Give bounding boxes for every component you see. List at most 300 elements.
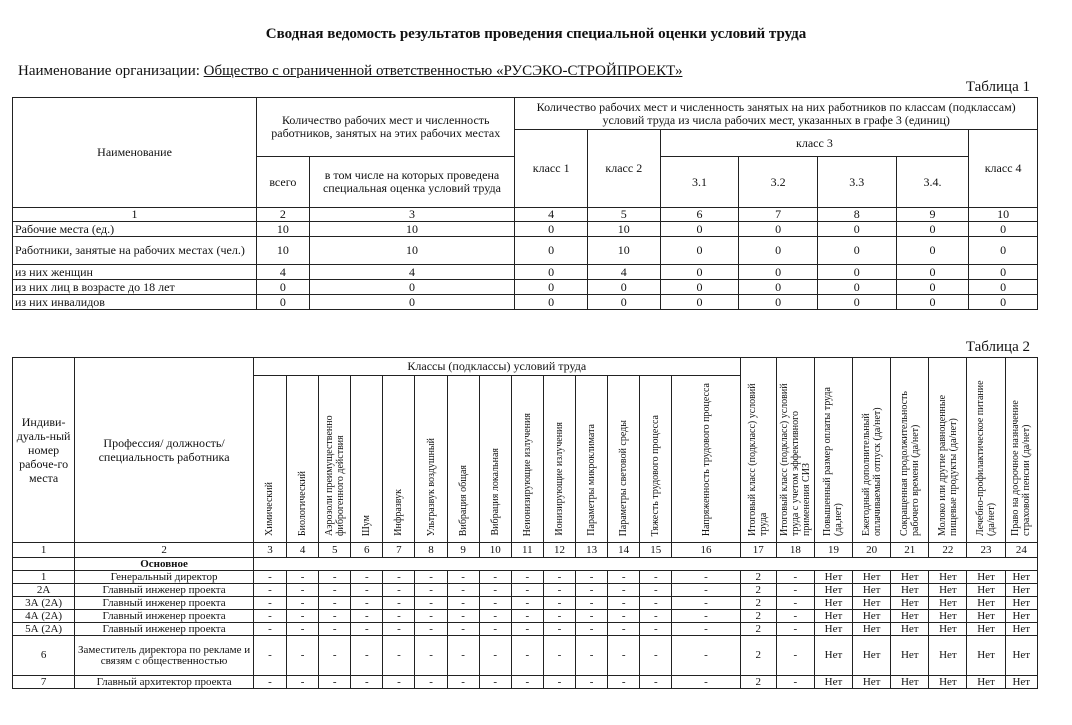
- t2-row-guarantee: Нет: [814, 636, 852, 676]
- t2-cell-dash: -: [672, 584, 740, 597]
- t1-cell: 0: [660, 237, 739, 265]
- t2-cell-dash: -: [479, 636, 511, 676]
- t2-header-factor-text: Неионизирующие излучения: [521, 412, 533, 536]
- t2-cell-dash: -: [319, 597, 351, 610]
- t2-cell-dash: -: [608, 610, 640, 623]
- t1-cell: 0: [660, 265, 739, 280]
- t2-header-extra: [814, 358, 852, 543]
- t1-row: [13, 237, 1038, 265]
- t1-column-number: 3: [309, 208, 515, 222]
- t2-cell-dash: -: [287, 571, 319, 584]
- t2-row-id: 7: [13, 676, 75, 689]
- t2-row-profession: Главный инженер проекта: [75, 623, 254, 636]
- t2-row-profession: Главный архитектор проекта: [75, 676, 254, 689]
- t2-header-factor: [287, 376, 319, 543]
- t2-header-extra: [776, 358, 814, 543]
- t2-column-number: 21: [891, 543, 929, 558]
- t2-cell-dash: -: [608, 571, 640, 584]
- t1-header-class3: класс 3: [660, 130, 969, 157]
- t2-header-factor: [479, 376, 511, 543]
- t2-column-numbers: [13, 543, 1038, 558]
- t2-cell-dash: -: [479, 571, 511, 584]
- t2-row-final: 2: [740, 597, 776, 610]
- t2-header-factor-text: Вибрация общая: [457, 464, 469, 536]
- t1-cell: 0: [739, 237, 818, 265]
- t2-cell-dash: -: [253, 571, 286, 584]
- t2-cell-dash: -: [253, 610, 286, 623]
- t2-cell-dash: -: [543, 636, 575, 676]
- t2-column-number: 5: [319, 543, 351, 558]
- t2-cell-dash: -: [415, 597, 447, 610]
- t1-column-numbers: [13, 208, 1038, 222]
- t2-column-number: 8: [415, 543, 447, 558]
- t2-row-guarantee: Нет: [1005, 610, 1037, 623]
- workplaces-table: [12, 357, 1038, 689]
- t2-cell-dash: -: [351, 623, 383, 636]
- t2-row-id: 1: [13, 571, 75, 584]
- t2-header-extra-text: Итоговый класс (подкласс) условий труда: [747, 383, 770, 536]
- t2-row-guarantee: Нет: [853, 623, 891, 636]
- t2-cell-dash: -: [672, 623, 740, 636]
- t1-cell: 0: [587, 295, 660, 310]
- t2-cell-dash: -: [415, 610, 447, 623]
- t2-column-number: 2: [75, 543, 254, 558]
- t2-row-final: 2: [740, 676, 776, 689]
- t2-header-classes: Классы (подклассы) условий труда: [253, 358, 740, 376]
- t1-cell: 4: [587, 265, 660, 280]
- t2-row-guarantee: Нет: [1005, 676, 1037, 689]
- t2-header-factor: [415, 376, 447, 543]
- t1-cell: 0: [817, 280, 896, 295]
- t2-header-factor: [608, 376, 640, 543]
- t2-cell-dash: -: [383, 584, 415, 597]
- t2-cell-dash: -: [640, 597, 672, 610]
- t2-cell-dash: -: [415, 584, 447, 597]
- t2-cell-dash: -: [511, 636, 543, 676]
- t2-cell-dash: -: [640, 676, 672, 689]
- t2-row-guarantee: Нет: [814, 584, 852, 597]
- t2-header-extra: [891, 358, 929, 543]
- t2-row-guarantee: Нет: [891, 623, 929, 636]
- t1-cell: 0: [309, 280, 515, 295]
- t2-row-final: 2: [740, 571, 776, 584]
- t2-column-number: 13: [576, 543, 608, 558]
- t2-header-extra-text: Повышенный размер оплаты труда (да,нет): [822, 387, 845, 536]
- t2-header-extra-text: Молоко или другие равноценные пищевые продукты (да/нет): [936, 394, 959, 536]
- t2-cell-dash: -: [351, 636, 383, 676]
- t1-cell: 10: [257, 237, 309, 265]
- t2-header-factor-text: Тяжесть трудового процесса: [650, 414, 662, 536]
- t2-header-factor: [576, 376, 608, 543]
- t2-row: [13, 597, 1038, 610]
- t2-row-id: 6: [13, 636, 75, 676]
- t2-cell-dash: -: [447, 676, 479, 689]
- t2-header-factor-text: Ионизирующие излучения: [553, 422, 565, 536]
- t2-cell-dash: -: [576, 571, 608, 584]
- t2-row-profession: Заместитель директора по рекламе и связям с общественностью: [75, 636, 254, 676]
- t1-cell: 0: [896, 237, 969, 265]
- t1-column-number: 8: [817, 208, 896, 222]
- t2-cell-dash: -: [479, 597, 511, 610]
- t1-header-classes: Количество рабочих мест и численность занятых на них работников по классам (подклассам) условий труда из числа рабочих мест, указанных в графе 3 (единиц): [515, 98, 1038, 130]
- t2-cell-dash: -: [319, 623, 351, 636]
- t1-cell: 0: [896, 295, 969, 310]
- t2-cell-dash: -: [511, 610, 543, 623]
- t2-cell-dash: -: [447, 636, 479, 676]
- t2-cell-dash: -: [543, 584, 575, 597]
- t1-cell: 4: [309, 265, 515, 280]
- t2-cell-dash: -: [253, 584, 286, 597]
- t2-row-guarantee: Нет: [814, 610, 852, 623]
- t1-cell: 0: [817, 265, 896, 280]
- t2-cell-dash: -: [415, 636, 447, 676]
- t2-cell-dash: -: [576, 623, 608, 636]
- t2-row-id: 4А (2А): [13, 610, 75, 623]
- t1-cell: 4: [257, 265, 309, 280]
- t2-cell-dash: -: [608, 584, 640, 597]
- t2-cell-dash: -: [447, 610, 479, 623]
- t2-cell-dash: -: [447, 623, 479, 636]
- t2-cell-dash: -: [351, 610, 383, 623]
- t2-cell-dash: -: [383, 636, 415, 676]
- t2-cell-dash: -: [253, 597, 286, 610]
- t1-cell: 0: [660, 280, 739, 295]
- t2-header-factor-text: Инфразвук: [393, 489, 405, 536]
- org-value: Общество с ограниченной ответственностью «РУСЭКО-СТРОЙПРОЕКТ»: [203, 63, 683, 79]
- t1-column-number: 7: [739, 208, 818, 222]
- t1-cell: 10: [257, 222, 309, 237]
- t2-cell-dash: -: [351, 597, 383, 610]
- t2-row-guarantee: Нет: [1005, 584, 1037, 597]
- t2-cell-dash: -: [287, 636, 319, 676]
- t2-cell-dash: -: [608, 676, 640, 689]
- t2-cell-dash: -: [253, 623, 286, 636]
- t1-cell: 0: [969, 222, 1038, 237]
- t2-cell-dash: -: [511, 597, 543, 610]
- t2-cell-dash: -: [672, 571, 740, 584]
- t2-cell-dash: -: [319, 610, 351, 623]
- t2-cell-dash: -: [319, 584, 351, 597]
- t2-cell-dash: -: [511, 584, 543, 597]
- t1-header-sub: 3.4.: [896, 157, 969, 208]
- t1-header-assessed: в том числе на которых проведена специальная оценка условий труда: [309, 157, 515, 208]
- t2-column-number: 22: [929, 543, 967, 558]
- t2-header-extra: [853, 358, 891, 543]
- t2-row-guarantee: Нет: [853, 571, 891, 584]
- t2-cell-dash: -: [351, 571, 383, 584]
- t2-header-id: Индиви-дуаль-ный номер рабоче-го места: [13, 358, 75, 543]
- t2-row-guarantee: Нет: [814, 571, 852, 584]
- table2-caption: Таблица 2: [965, 339, 1030, 355]
- t2-row-profession: Главный инженер проекта: [75, 584, 254, 597]
- t1-row: [13, 222, 1038, 237]
- t2-row-guarantee: Нет: [814, 623, 852, 636]
- t2-cell-dash: -: [319, 676, 351, 689]
- t1-cell: 0: [969, 280, 1038, 295]
- t1-cell: 0: [515, 280, 588, 295]
- t2-cell-dash: -: [511, 623, 543, 636]
- t2-column-number: 3: [253, 543, 286, 558]
- t1-column-number: 6: [660, 208, 739, 222]
- t1-column-number: 5: [587, 208, 660, 222]
- t2-column-number: 1: [13, 543, 75, 558]
- t1-row: [13, 280, 1038, 295]
- t2-cell-dash: -: [479, 676, 511, 689]
- t1-header-sub: 3.2: [739, 157, 818, 208]
- t1-cell: 0: [896, 265, 969, 280]
- t1-row-label: из них лиц в возрасте до 18 лет: [13, 280, 257, 295]
- t1-cell: 0: [587, 280, 660, 295]
- t1-cell: 0: [739, 265, 818, 280]
- t2-column-number: 9: [447, 543, 479, 558]
- t2-cell-dash: -: [253, 676, 286, 689]
- t2-cell-dash: -: [351, 676, 383, 689]
- t2-row-guarantee: Нет: [891, 584, 929, 597]
- t2-cell-dash: -: [608, 636, 640, 676]
- t2-row-profession: Главный инженер проекта: [75, 597, 254, 610]
- t2-header-extra-text: Сокращенная продолжительность рабочего времени (да/нет): [898, 391, 921, 536]
- t2-cell-dash: -: [672, 636, 740, 676]
- t1-header-class1: класс 1: [515, 130, 588, 208]
- t1-header-sub: 3.1: [660, 157, 739, 208]
- organization-line: [18, 63, 682, 80]
- t1-cell: 10: [587, 222, 660, 237]
- t2-row-guarantee: Нет: [1005, 597, 1037, 610]
- t2-cell-dash: -: [447, 584, 479, 597]
- t1-cell: 0: [309, 295, 515, 310]
- org-label: Наименование организации:: [18, 63, 200, 79]
- t2-cell-dash: -: [319, 636, 351, 676]
- t2-cell-dash: -: [287, 610, 319, 623]
- t2-row-guarantee: Нет: [929, 636, 967, 676]
- t2-row-siz: -: [776, 584, 814, 597]
- t2-cell-dash: -: [287, 623, 319, 636]
- t2-cell-dash: -: [511, 676, 543, 689]
- t2-header-factor: [253, 376, 286, 543]
- t2-row-guarantee: Нет: [1005, 571, 1037, 584]
- t1-row-label: Работники, занятые на рабочих местах (чел.): [13, 237, 257, 265]
- t2-row-id: 3А (2А): [13, 597, 75, 610]
- t2-header-factor-text: Шум: [361, 514, 373, 536]
- t2-row-guarantee: Нет: [929, 584, 967, 597]
- t2-cell-dash: -: [576, 636, 608, 676]
- t2-column-number: 18: [776, 543, 814, 558]
- t2-cell-dash: -: [672, 676, 740, 689]
- t2-cell-dash: -: [479, 610, 511, 623]
- t2-cell-dash: -: [640, 636, 672, 676]
- t2-row: [13, 676, 1038, 689]
- t2-column-number: 24: [1005, 543, 1037, 558]
- t2-cell-dash: -: [672, 610, 740, 623]
- t2-header-factor: [672, 376, 740, 543]
- t2-cell-dash: -: [543, 597, 575, 610]
- t2-cell-dash: -: [479, 623, 511, 636]
- t2-column-number: 6: [351, 543, 383, 558]
- t2-cell-dash: -: [640, 584, 672, 597]
- t1-cell: 0: [969, 237, 1038, 265]
- t2-row: [13, 584, 1038, 597]
- t1-cell: 0: [817, 222, 896, 237]
- t2-row-guarantee: Нет: [891, 636, 929, 676]
- t2-cell-dash: -: [319, 571, 351, 584]
- t2-row-guarantee: Нет: [853, 636, 891, 676]
- t2-cell-dash: -: [383, 623, 415, 636]
- t1-row-label: из них инвалидов: [13, 295, 257, 310]
- t2-row-profession: Главный инженер проекта: [75, 610, 254, 623]
- t2-column-number: 15: [640, 543, 672, 558]
- t2-row: [13, 610, 1038, 623]
- t1-header-sub: 3.3: [817, 157, 896, 208]
- t2-cell-dash: -: [576, 610, 608, 623]
- t2-header-extra: [929, 358, 967, 543]
- t2-row-final: 2: [740, 623, 776, 636]
- t1-cell: 0: [817, 237, 896, 265]
- t2-row-guarantee: Нет: [853, 610, 891, 623]
- t2-row-id: 5А (2А): [13, 623, 75, 636]
- t2-cell-dash: -: [287, 597, 319, 610]
- t2-header-factor: [511, 376, 543, 543]
- t2-header-factor-text: Биологический: [297, 470, 309, 536]
- t1-row: [13, 265, 1038, 280]
- t2-cell-dash: -: [287, 676, 319, 689]
- t2-row-profession: Генеральный директор: [75, 571, 254, 584]
- t1-header-name: Наименование: [13, 98, 257, 208]
- t2-header-factor: [351, 376, 383, 543]
- t2-cell-dash: -: [576, 597, 608, 610]
- t2-row-siz: -: [776, 676, 814, 689]
- t2-header-extra: [1005, 358, 1037, 543]
- t2-row-siz: -: [776, 636, 814, 676]
- t2-header-factor-text: Напряженность трудового процесса: [700, 382, 712, 536]
- t2-cell-dash: -: [543, 676, 575, 689]
- t2-row-guarantee: Нет: [814, 676, 852, 689]
- t2-header-factor: [543, 376, 575, 543]
- t2-header-factor: [447, 376, 479, 543]
- t2-cell-dash: -: [253, 636, 286, 676]
- t2-row-id: 2А: [13, 584, 75, 597]
- t1-column-number: 10: [969, 208, 1038, 222]
- t1-row: [13, 295, 1038, 310]
- t2-cell-dash: -: [640, 571, 672, 584]
- t2-cell-dash: -: [287, 584, 319, 597]
- t1-cell: 0: [515, 295, 588, 310]
- t2-cell-dash: -: [351, 584, 383, 597]
- t2-column-number: 12: [543, 543, 575, 558]
- t2-row-guarantee: Нет: [929, 610, 967, 623]
- t1-header-class4: класс 4: [969, 130, 1038, 208]
- t2-column-number: 11: [511, 543, 543, 558]
- t2-header-factor: [640, 376, 672, 543]
- t2-header-factor-text: Параметры световой среды: [618, 419, 630, 536]
- t1-cell: 0: [739, 295, 818, 310]
- t2-row-guarantee: Нет: [1005, 623, 1037, 636]
- t1-cell: 10: [309, 237, 515, 265]
- t1-cell: 0: [257, 295, 309, 310]
- t2-row: [13, 636, 1038, 676]
- t2-cell-dash: -: [576, 676, 608, 689]
- t2-row-final: 2: [740, 636, 776, 676]
- t2-cell-dash: -: [383, 571, 415, 584]
- t2-header-extra-text: Лечебно-профилактическое питание (да/нет): [975, 380, 998, 536]
- t2-row-guarantee: Нет: [814, 597, 852, 610]
- t2-header-factor-text: Аэрозоли преимущественно фиброгенного действия: [323, 415, 346, 536]
- t2-header-extra-text: Право на досрочное назначение страховой пенсии (да/нет): [1010, 400, 1033, 536]
- t2-header-factor: [383, 376, 415, 543]
- t1-cell: 10: [309, 222, 515, 237]
- t2-cell-dash: -: [576, 584, 608, 597]
- t2-header-extra-text: Итоговый класс (подкласс) условий труда с учетом эффективного применения СИЗ: [778, 383, 812, 536]
- t2-column-number: 10: [479, 543, 511, 558]
- t2-section-label: Основное: [75, 558, 254, 571]
- t1-cell: 0: [896, 222, 969, 237]
- t2-row-guarantee: Нет: [1005, 636, 1037, 676]
- t2-cell-dash: -: [447, 571, 479, 584]
- t1-header-total: всего: [257, 157, 309, 208]
- t2-row-guarantee: Нет: [853, 676, 891, 689]
- t2-cell-dash: -: [608, 623, 640, 636]
- t2-column-number: 19: [814, 543, 852, 558]
- t1-cell: 0: [739, 280, 818, 295]
- t2-cell-dash: -: [543, 610, 575, 623]
- t2-cell-dash: -: [543, 623, 575, 636]
- t1-cell: 0: [515, 222, 588, 237]
- t2-row: [13, 571, 1038, 584]
- t2-column-number: 16: [672, 543, 740, 558]
- t2-column-number: 20: [853, 543, 891, 558]
- t2-cell-dash: -: [672, 597, 740, 610]
- t2-header-profession: Профессия/ должность/ специальность работника: [75, 358, 254, 543]
- t2-row-final: 2: [740, 584, 776, 597]
- t2-cell-dash: -: [511, 571, 543, 584]
- t2-row-guarantee: Нет: [891, 571, 929, 584]
- t2-row-guarantee: Нет: [891, 597, 929, 610]
- t2-cell-dash: -: [383, 597, 415, 610]
- t2-row-guarantee: Нет: [929, 623, 967, 636]
- t2-row-guarantee: Нет: [967, 597, 1005, 610]
- t2-column-number: 7: [383, 543, 415, 558]
- t2-header-factor: [319, 376, 351, 543]
- t2-cell-dash: -: [640, 623, 672, 636]
- t2-header-extra: [967, 358, 1005, 543]
- t1-row-label: Рабочие места (ед.): [13, 222, 257, 237]
- t2-column-number: 4: [287, 543, 319, 558]
- t2-row-siz: -: [776, 571, 814, 584]
- t1-cell: 0: [739, 222, 818, 237]
- t2-row-siz: -: [776, 610, 814, 623]
- t1-column-number: 2: [257, 208, 309, 222]
- t2-cell-dash: -: [543, 571, 575, 584]
- t2-cell-dash: -: [383, 610, 415, 623]
- t2-row-guarantee: Нет: [967, 636, 1005, 676]
- t2-row-siz: -: [776, 597, 814, 610]
- t1-cell: 0: [515, 237, 588, 265]
- t2-header-factor-text: Ультразвук воздушный: [425, 437, 437, 536]
- t1-header-count: Количество рабочих мест и численность работников, занятых на этих рабочих местах: [257, 98, 515, 157]
- t2-row-guarantee: Нет: [967, 584, 1005, 597]
- t2-row-final: 2: [740, 610, 776, 623]
- t2-cell-dash: -: [383, 676, 415, 689]
- t1-cell: 0: [660, 295, 739, 310]
- t1-header-class2: класс 2: [587, 130, 660, 208]
- t2-cell-dash: -: [415, 676, 447, 689]
- t2-cell-dash: -: [608, 597, 640, 610]
- t2-header-factor-text: Параметры микроклимата: [586, 424, 598, 536]
- t2-header-extra: [740, 358, 776, 543]
- t1-cell: 10: [587, 237, 660, 265]
- t2-row-siz: -: [776, 623, 814, 636]
- t2-row-guarantee: Нет: [929, 597, 967, 610]
- t1-cell: 0: [257, 280, 309, 295]
